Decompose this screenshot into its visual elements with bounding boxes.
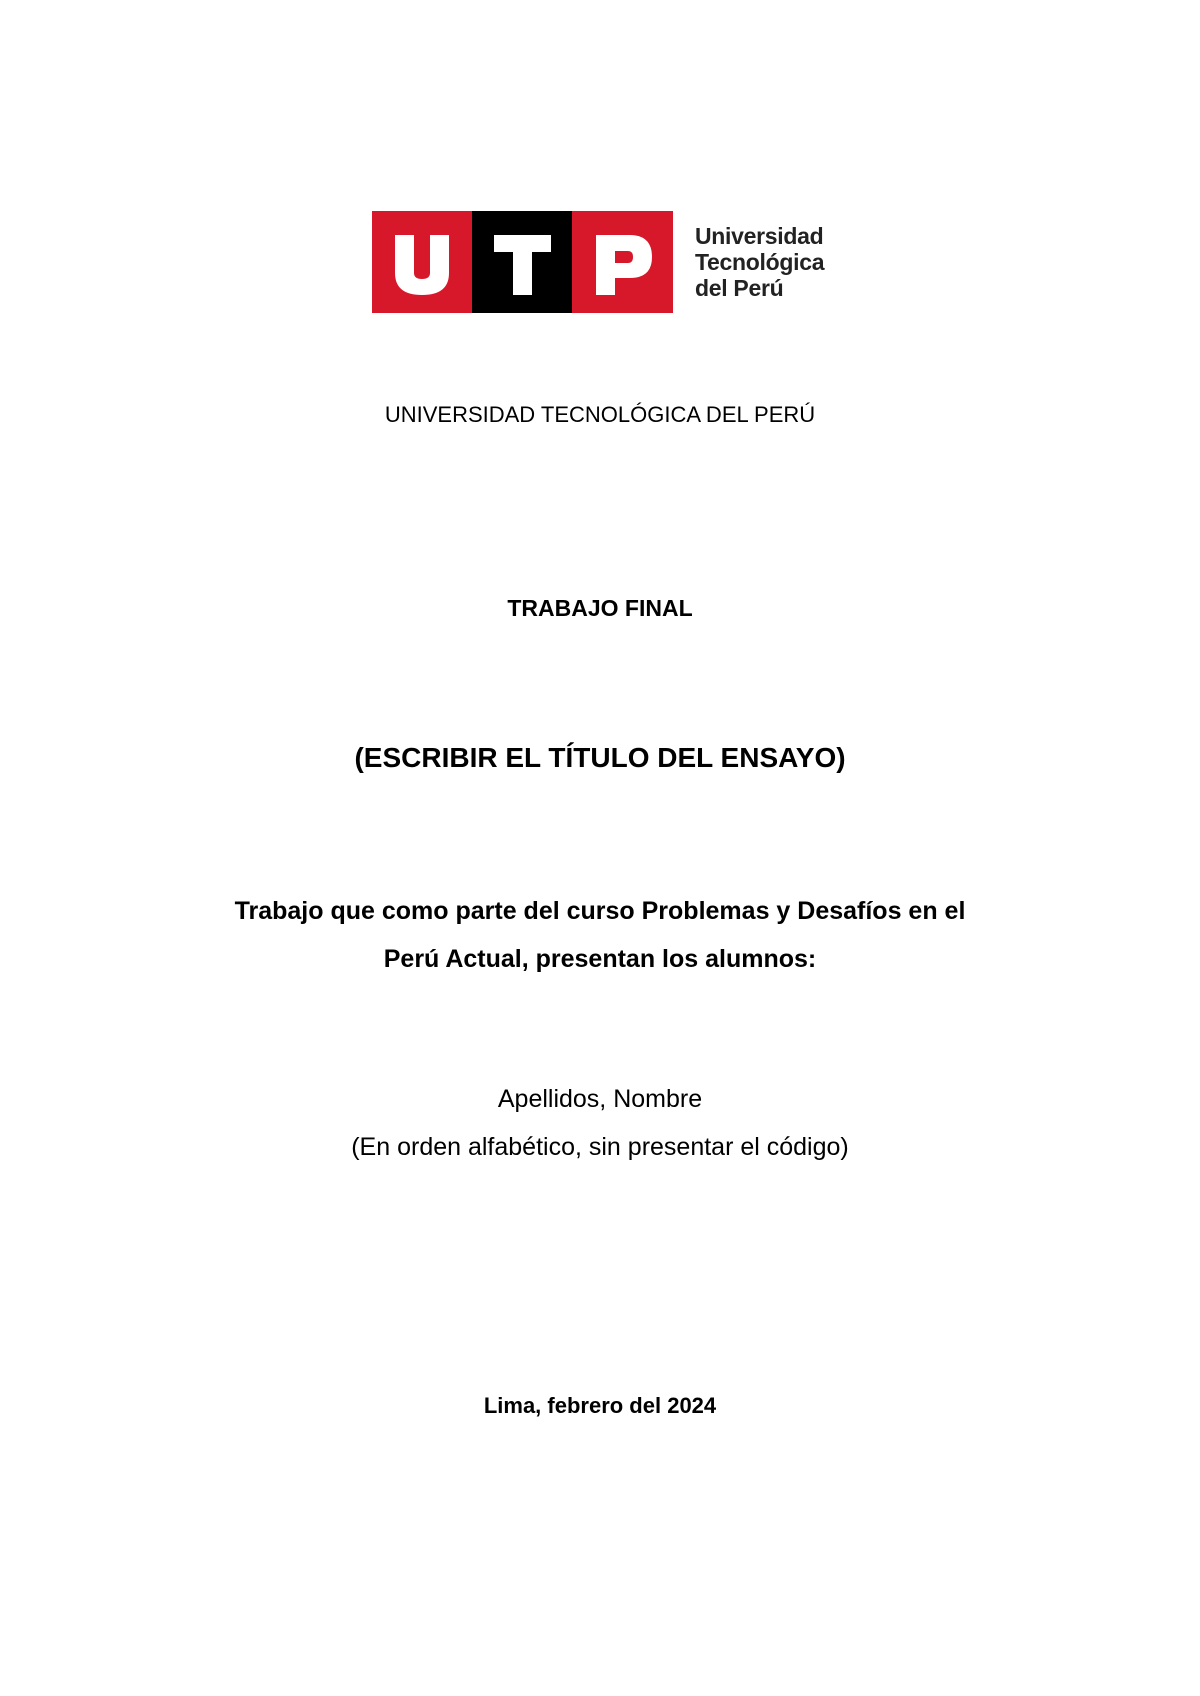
work-type-heading: TRABAJO FINAL bbox=[507, 595, 693, 621]
course-description-line-1: Trabajo que como parte del curso Problemas y Desafíos en el bbox=[234, 897, 966, 925]
place-and-date: Lima, febrero del 2024 bbox=[483, 1393, 717, 1418]
logo-text-line-3: del Perú bbox=[695, 275, 784, 301]
course-description-line-2: Perú Actual, presentan los alumnos: bbox=[383, 945, 817, 973]
logo-text-line-2: Tecnológica bbox=[695, 249, 825, 275]
logo-text-line-1: Universidad bbox=[695, 223, 824, 249]
student-name-placeholder: Apellidos, Nombre bbox=[497, 1085, 703, 1113]
logo-letter-t-block bbox=[472, 211, 573, 313]
logo-letter-u-block bbox=[372, 211, 473, 313]
utp-logo bbox=[372, 211, 842, 313]
university-name: UNIVERSIDAD TECNOLÓGICA DEL PERÚ bbox=[384, 402, 816, 427]
student-order-note: (En orden alfabético, sin presentar el código) bbox=[351, 1133, 849, 1161]
essay-title-placeholder: (ESCRIBIR EL TÍTULO DEL ENSAYO) bbox=[354, 742, 846, 773]
logo-letter-p-block bbox=[572, 211, 673, 313]
course-description bbox=[0, 887, 1200, 983]
logo-wordmark bbox=[695, 223, 845, 301]
